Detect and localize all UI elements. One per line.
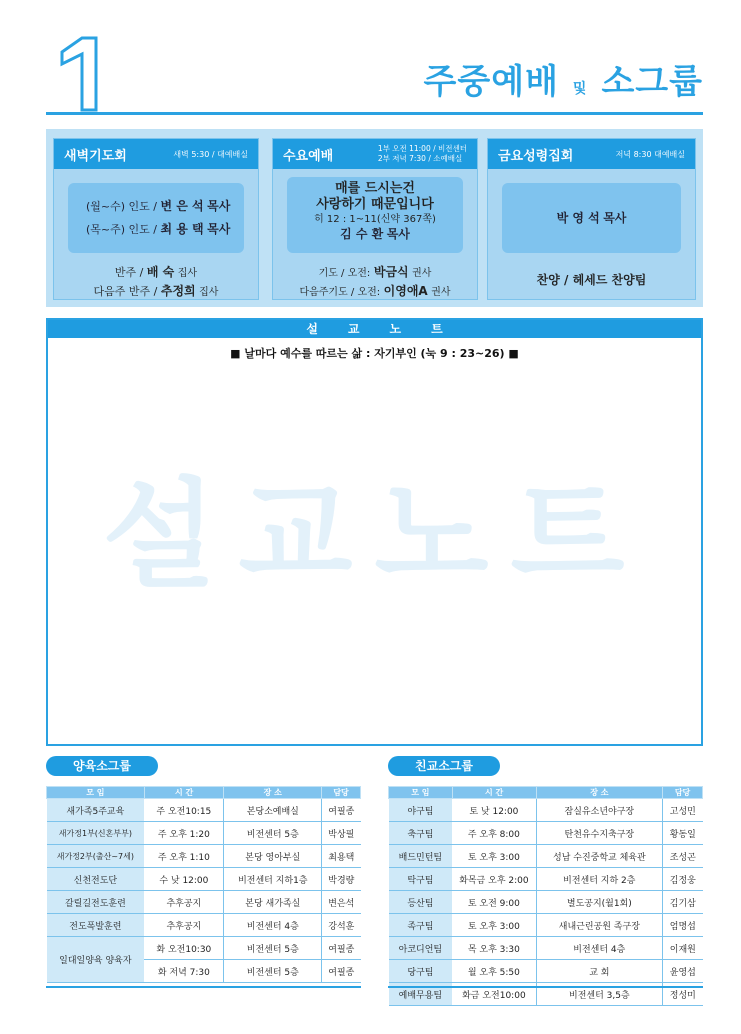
col-header-leader: 담당 <box>322 787 361 799</box>
leader-label: (목~주) 인도 / <box>86 223 158 236</box>
friday-leader <box>502 183 681 253</box>
table-row <box>47 868 361 891</box>
group-leader: 김기삼 <box>663 891 703 914</box>
sermon-notes-watermark: 설교노트 <box>102 466 647 604</box>
group-leader: 강석훈 <box>322 914 361 937</box>
group-leader: 정성미 <box>663 983 703 1006</box>
group-time: 주 오전10:15 <box>144 799 224 822</box>
group-name: 새가정2부(출산~7세) <box>47 845 145 868</box>
next-accompanist-row <box>54 282 258 299</box>
group-name: 새가정1부(신혼부부) <box>47 822 145 845</box>
wednesday-title: 수요예배 <box>283 148 334 164</box>
table-row <box>389 868 703 891</box>
title-and: 및 <box>572 81 588 97</box>
group-place: 성남 수진중학교 체육관 <box>536 845 663 868</box>
table-row <box>47 891 361 914</box>
fellowship-groups-label: 친교소그룹 <box>388 756 500 776</box>
nurture-groups-label: 양육소그룹 <box>46 756 158 776</box>
group-leader: 이재원 <box>663 937 703 960</box>
col-header-place: 장 소 <box>536 787 663 799</box>
dawn-prayer-title: 새벽기도회 <box>64 148 127 164</box>
group-time: 주 오후 1:10 <box>144 845 224 868</box>
nurture-groups-table <box>46 786 361 983</box>
table-row <box>47 845 361 868</box>
leader-row-2 <box>86 220 244 237</box>
next-accompanist-label: 다음주 반주 / <box>93 285 158 298</box>
header-rule <box>46 112 703 115</box>
wednesday-service-card <box>272 138 478 300</box>
group-leader: 엄명섭 <box>663 914 703 937</box>
col-header-place: 장 소 <box>224 787 322 799</box>
friday-leader-role: 목사 <box>603 211 627 225</box>
group-leader: 윤영섭 <box>663 960 703 983</box>
leader-role: 목사 <box>207 199 231 213</box>
group-place: 본당 영아부실 <box>224 845 322 868</box>
leader-name: 최 용 택 <box>160 222 204 236</box>
page-title <box>424 54 703 103</box>
group-place: 비전센터 지하 2층 <box>536 868 663 891</box>
title-worship: 주중예배 <box>423 62 559 102</box>
table-row <box>389 891 703 914</box>
group-leader: 박경량 <box>322 868 361 891</box>
friday-leader-name: 박 영 석 <box>556 211 600 225</box>
group-leader: 김정웅 <box>663 868 703 891</box>
group-place: 본당소예배실 <box>224 799 322 822</box>
group-name: 전도폭발훈련 <box>47 914 145 937</box>
table-row <box>47 799 361 822</box>
group-time: 월 오후 5:50 <box>452 960 536 983</box>
preacher-name: 김 수 환 <box>340 227 384 241</box>
group-name: 당구팀 <box>389 960 453 983</box>
table-row <box>47 937 361 960</box>
group-place: 교 회 <box>536 960 663 983</box>
sermon-notes-subtitle: ■ 날마다 예수를 따르는 삶 : 자기부인 (눅 9 : 23~26) ■ <box>230 347 519 360</box>
nurture-bottom-rule <box>46 986 361 988</box>
next-prayer-row <box>273 282 477 299</box>
leader-role: 목사 <box>207 222 231 236</box>
group-name: 등산팀 <box>389 891 453 914</box>
table-row <box>389 799 703 822</box>
dawn-prayer-leaders <box>68 183 244 253</box>
col-header-group: 모 임 <box>47 787 145 799</box>
group-place: 탄천유수지축구장 <box>536 822 663 845</box>
table-row <box>389 960 703 983</box>
next-prayer-name: 이영애A <box>383 284 428 298</box>
table-row <box>389 914 703 937</box>
col-header-time: 시 간 <box>452 787 536 799</box>
group-leader: 황동일 <box>663 822 703 845</box>
fellowship-groups-table <box>388 786 703 1006</box>
group-time: 토 낮 12:00 <box>452 799 536 822</box>
prayer-role: 권사 <box>412 268 432 279</box>
group-place: 비전센터 5층 <box>224 960 322 983</box>
group-place: 별도공지(월1회) <box>536 891 663 914</box>
group-name: 예배무용팀 <box>389 983 453 1006</box>
page-number <box>56 34 112 114</box>
dawn-prayer-card <box>53 138 259 300</box>
wednesday-header <box>273 139 477 169</box>
next-prayer-label: 다음주기도 / 오전: <box>299 287 381 298</box>
col-header-time: 시 간 <box>144 787 224 799</box>
group-leader: 변은석 <box>322 891 361 914</box>
accompanist-row <box>54 263 258 280</box>
page-number-outline <box>56 34 112 114</box>
friday-title: 금요성령집회 <box>498 148 574 164</box>
sermon-notes <box>46 318 703 746</box>
group-place: 비전센터 4층 <box>536 937 663 960</box>
accompanist-label: 반주 / <box>114 266 144 279</box>
col-header-leader: 담당 <box>663 787 703 799</box>
preacher-row <box>287 226 463 243</box>
group-place: 본당 새가족실 <box>224 891 322 914</box>
wednesday-time-2: 2부 저녁 7:30 / 소예배실 <box>377 154 463 163</box>
next-accompanist-name: 추정희 <box>160 284 196 298</box>
group-leader: 박상필 <box>322 822 361 845</box>
group-name: 축구팀 <box>389 822 453 845</box>
next-accompanist-role: 집사 <box>199 287 219 298</box>
leader-label: (월~수) 인도 / <box>86 200 158 213</box>
table-row <box>389 937 703 960</box>
leader-name: 변 은 석 <box>160 199 204 213</box>
fellowship-bottom-rule <box>388 986 703 988</box>
group-time: 수 낮 12:00 <box>144 868 224 891</box>
group-name: 아코디언팀 <box>389 937 453 960</box>
group-time: 토 오후 3:00 <box>452 914 536 937</box>
fellowship-rows <box>389 799 703 1006</box>
group-leader: 여필종 <box>322 799 361 822</box>
accompanist-name: 배 숙 <box>146 265 175 279</box>
group-time: 주 오후 1:20 <box>144 822 224 845</box>
sermon-scripture: 히 12 : 1~11(신약 367쪽) <box>314 214 436 225</box>
preacher-role: 목사 <box>386 227 410 241</box>
dawn-prayer-header <box>54 139 258 169</box>
friday-leader-row <box>502 209 681 226</box>
worship-band <box>46 129 703 307</box>
group-time: 주 오후 8:00 <box>452 822 536 845</box>
table-row <box>47 914 361 937</box>
group-place: 새내근린공원 족구장 <box>536 914 663 937</box>
group-time: 화금 오전10:00 <box>452 983 536 1006</box>
friday-praise: 찬양 / 헤세드 찬양팀 <box>536 273 647 287</box>
group-time: 추후공지 <box>144 914 224 937</box>
prayer-name: 박금식 <box>373 265 409 279</box>
group-leader: 여필종 <box>322 937 361 960</box>
next-prayer-role: 권사 <box>431 287 451 298</box>
group-time: 추후공지 <box>144 891 224 914</box>
table-row <box>47 822 361 845</box>
group-leader: 여필종 <box>322 960 361 983</box>
wednesday-sermon <box>287 177 463 253</box>
sermon-title-line-2: 사랑하기 때문입니다 <box>316 197 434 212</box>
group-name: 새가족5주교육 <box>47 799 145 822</box>
title-smallgroup: 소그룹 <box>601 62 703 102</box>
group-time: 화 오전10:30 <box>144 937 224 960</box>
group-name: 배드민턴팀 <box>389 845 453 868</box>
group-time: 토 오후 3:00 <box>452 845 536 868</box>
wednesday-times <box>378 144 467 164</box>
group-leader: 고성민 <box>663 799 703 822</box>
col-header-group: 모 임 <box>389 787 453 799</box>
table-header-row <box>47 787 361 799</box>
group-place: 잠실유소년야구장 <box>536 799 663 822</box>
sermon-title-line-1: 매를 드시는건 <box>335 181 415 196</box>
group-name: 탁구팀 <box>389 868 453 891</box>
group-name: 야구팀 <box>389 799 453 822</box>
group-time: 목 오후 3:30 <box>452 937 536 960</box>
friday-service-card <box>487 138 696 300</box>
group-leader: 조성곤 <box>663 845 703 868</box>
table-header-row <box>389 787 703 799</box>
group-name: 족구팀 <box>389 914 453 937</box>
group-place: 비전센터 지하1층 <box>224 868 322 891</box>
accompanist-role: 집사 <box>177 268 198 279</box>
group-place: 비전센터 5층 <box>224 937 322 960</box>
group-name: 일대일양육 양육자 <box>47 937 145 983</box>
table-row <box>389 822 703 845</box>
dawn-prayer-time: 새벽 5:30 / 대예배실 <box>173 149 248 159</box>
sermon-notes-header: 설교노트 <box>48 320 701 338</box>
group-name: 갈릴길전도훈련 <box>47 891 145 914</box>
prayer-label: 기도 / 오전: <box>318 268 371 279</box>
group-place: 비전센터 4층 <box>224 914 322 937</box>
friday-time: 저녁 8:30 대예배실 <box>615 149 685 159</box>
friday-header <box>488 139 695 169</box>
group-time: 화목금 오후 2:00 <box>452 868 536 891</box>
group-place: 비전센터 5층 <box>224 822 322 845</box>
leader-row-1 <box>86 197 244 214</box>
table-row <box>389 845 703 868</box>
group-leader: 최용택 <box>322 845 361 868</box>
group-time: 화 저녁 7:30 <box>144 960 224 983</box>
group-place: 비전센터 3,5층 <box>536 983 663 1006</box>
prayer-row <box>273 263 477 280</box>
wednesday-time-1: 1부 오전 11:00 / 비전센터 <box>377 144 467 153</box>
group-time: 토 오전 9:00 <box>452 891 536 914</box>
group-name: 신천전도단 <box>47 868 145 891</box>
